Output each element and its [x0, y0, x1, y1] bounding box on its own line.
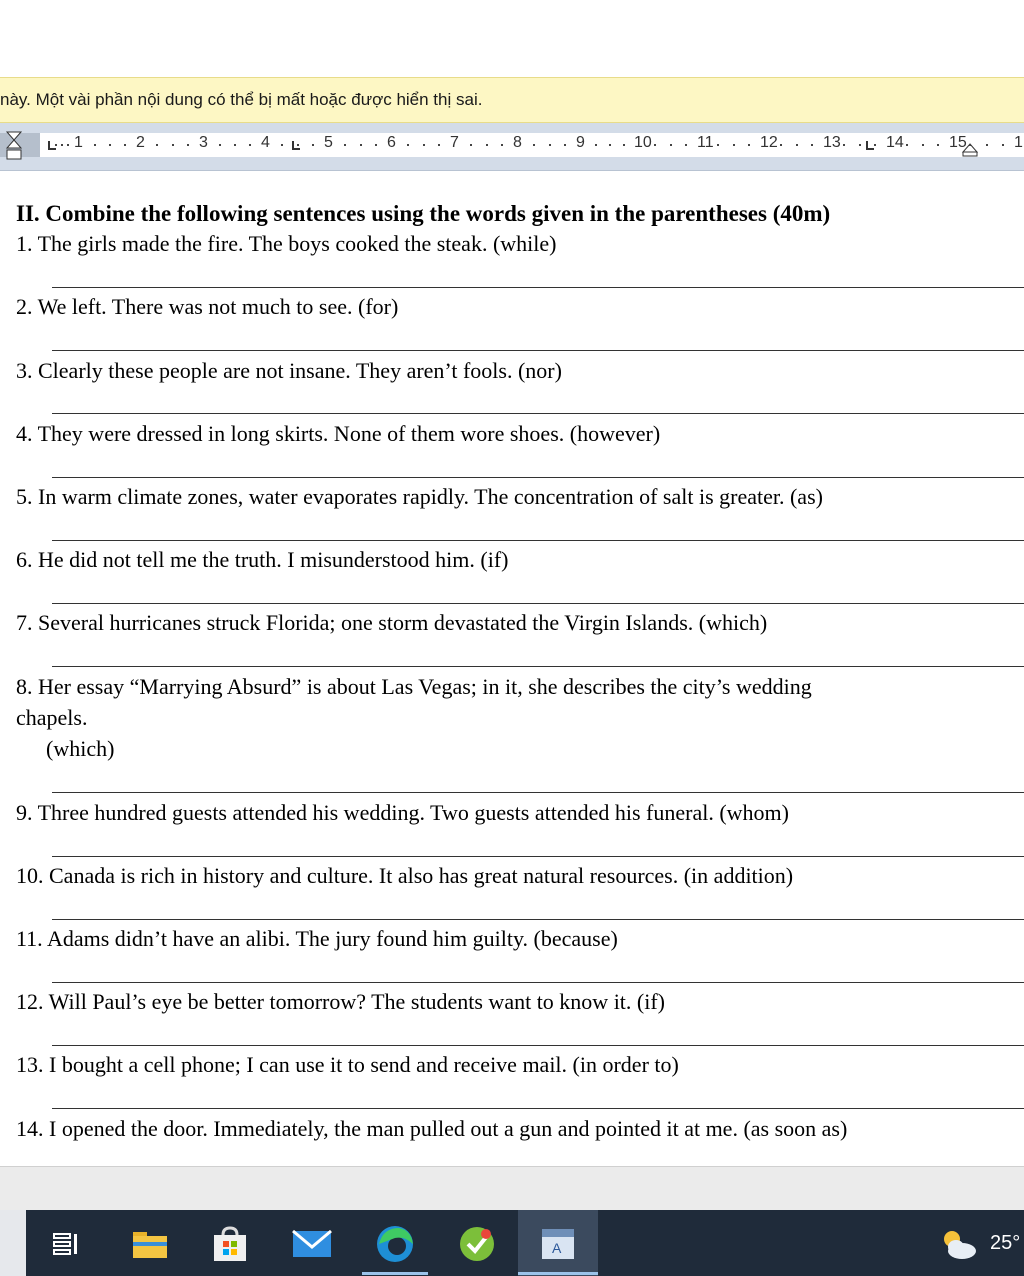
ruler-tick — [685, 144, 687, 146]
ruler-tick — [187, 144, 189, 146]
ruler-number: 11 — [697, 134, 714, 151]
ruler-tick — [623, 144, 625, 146]
ruler-tick — [219, 144, 221, 146]
ruler-number: 2 — [136, 134, 145, 151]
question-5: 5. In warm climate zones, water evaporates rapidly. The concentration of salt is greater. (as) — [16, 484, 823, 509]
question-8-hint: (which) — [46, 736, 115, 761]
ruler-tick — [609, 144, 611, 146]
answer-line[interactable] — [52, 792, 1024, 793]
ruler-tick — [438, 144, 440, 146]
ruler-tick — [172, 144, 174, 146]
answer-line[interactable] — [52, 1108, 1024, 1109]
ruler-tick — [654, 144, 656, 146]
svg-text:A: A — [552, 1240, 562, 1256]
ruler-tick — [843, 144, 845, 146]
word-running-indicator — [518, 1272, 598, 1275]
question-9: 9. Three hundred guests attended his wedding. Two guests attended his funeral. (whom) — [16, 800, 789, 825]
ruler-tick — [595, 144, 597, 146]
window-top-blank — [0, 0, 1024, 77]
ruler-tick — [811, 144, 813, 146]
horizontal-ruler[interactable] — [0, 123, 1024, 171]
question-13: 13. I bought a cell phone; I can use it to send and receive mail. (in order to) — [16, 1052, 679, 1077]
ruler-tick — [423, 144, 425, 146]
answer-line[interactable] — [52, 287, 1024, 288]
ruler-tick — [344, 144, 346, 146]
answer-line[interactable] — [52, 1045, 1024, 1046]
ruler-tick — [55, 144, 57, 146]
ruler-tick — [124, 144, 126, 146]
mail-icon[interactable] — [292, 1224, 332, 1264]
infobar-message: này. Một vài phần nội dung có thể bị mất hoặc được hiển thị sai. — [0, 90, 483, 109]
question-3: 3. Clearly these people are not insane. They aren’t fools. (nor) — [16, 358, 562, 383]
ruler-number: 1 — [74, 134, 83, 151]
ruler-tick — [407, 144, 409, 146]
ruler-tick — [249, 144, 251, 146]
question-12: 12. Will Paul’s eye be better tomorrow? The students want to know it. (if) — [16, 989, 666, 1014]
ruler-number: 7 — [450, 134, 459, 151]
ruler-tick — [533, 144, 535, 146]
answer-line[interactable] — [52, 919, 1024, 920]
answer-line[interactable] — [52, 350, 1024, 351]
question-14: 14. I opened the door. Immediately, the man pulled out a gun and pointed it at me. (as soon as) — [16, 1116, 848, 1141]
ruler-tick — [969, 144, 971, 146]
question-8: 8. Her essay “Marrying Absurd” is about Las Vegas; in it, she describes the city’s wedding — [16, 674, 812, 699]
ruler-tick — [780, 144, 782, 146]
answer-line[interactable] — [52, 603, 1024, 604]
ruler-number: 14 — [886, 134, 904, 151]
ruler-tick — [986, 144, 988, 146]
ruler-number: 12 — [760, 134, 778, 151]
ruler-number: 3 — [199, 134, 208, 151]
compatibility-infobar — [0, 77, 1024, 123]
ruler-number: 15 — [949, 134, 967, 151]
ruler-number: 13 — [823, 134, 841, 151]
ruler-tick — [937, 144, 939, 146]
search-box-edge[interactable] — [0, 1210, 26, 1276]
answer-line[interactable] — [52, 666, 1024, 667]
edge-running-indicator — [362, 1272, 428, 1275]
ruler-tick — [67, 144, 69, 146]
exercise-title: II. Combine the following sentences using the words given in the parentheses (40m) — [16, 201, 831, 226]
ruler-number: 1 — [1014, 134, 1023, 151]
answer-line[interactable] — [52, 477, 1024, 478]
ruler-tick — [922, 144, 924, 146]
ruler-tick — [733, 144, 735, 146]
ruler-tick — [297, 144, 299, 146]
indent-marker-icon[interactable] — [6, 131, 22, 161]
document-page[interactable] — [0, 171, 1024, 1166]
question-4: 4. They were dressed in long skirts. None of them wore shoes. (however) — [16, 421, 661, 446]
question-11: 11. Adams didn’t have an alibi. The jury found him guilty. (because) — [16, 926, 618, 951]
ruler-tick — [874, 144, 876, 146]
question-2: 2. We left. There was not much to see. (for) — [16, 294, 399, 319]
ruler-tick — [109, 144, 111, 146]
ruler-tick — [1002, 144, 1004, 146]
question-1: 1. The girls made the fire. The boys cooked the steak. (while) — [16, 231, 557, 256]
ruler-tick — [281, 144, 283, 146]
answer-line[interactable] — [52, 413, 1024, 414]
ruler-tick — [717, 144, 719, 146]
ruler-tick — [564, 144, 566, 146]
ruler-number: 8 — [513, 134, 522, 151]
ruler-tick — [549, 144, 551, 146]
answer-line[interactable] — [52, 982, 1024, 983]
question-6: 6. He did not tell me the truth. I misunderstood him. (if) — [16, 547, 509, 572]
question-8-continued: chapels. — [16, 705, 88, 730]
ruler-tick — [94, 144, 96, 146]
ruler-tick — [360, 144, 362, 146]
weather-temperature: 25° — [990, 1232, 1021, 1254]
ruler-number: 9 — [576, 134, 585, 151]
question-10: 10. Canada is rich in history and culture. It also has great natural resources. (in addition) — [16, 863, 794, 888]
tab-stop-marker[interactable] — [866, 141, 874, 150]
status-area — [0, 1166, 1024, 1211]
ruler-number: 5 — [324, 134, 333, 151]
ruler-tick — [486, 144, 488, 146]
ruler-tick — [796, 144, 798, 146]
question-7: 7. Several hurricanes struck Florida; one storm devastated the Virgin Islands. (which) — [16, 610, 768, 635]
ruler-tick — [234, 144, 236, 146]
weather-icon[interactable] — [938, 1224, 978, 1264]
ruler-number: 6 — [387, 134, 396, 151]
ruler-tick — [61, 144, 63, 146]
ruler-tick — [156, 144, 158, 146]
greenshot-icon[interactable] — [457, 1224, 497, 1264]
ruler-tick — [670, 144, 672, 146]
ruler-tick — [748, 144, 750, 146]
store-icon[interactable] — [210, 1224, 250, 1264]
ruler-number: 10 — [634, 134, 652, 151]
ruler-tick — [501, 144, 503, 146]
ruler-tick — [859, 144, 861, 146]
taskbar — [0, 1210, 1024, 1276]
answer-line[interactable] — [52, 856, 1024, 857]
word-icon[interactable] — [538, 1224, 578, 1264]
ruler-tick — [375, 144, 377, 146]
ruler-tick — [470, 144, 472, 146]
ruler-tick — [906, 144, 908, 146]
file-explorer-icon[interactable] — [130, 1224, 170, 1264]
edge-icon[interactable] — [375, 1224, 415, 1264]
ruler-tick — [312, 144, 314, 146]
ruler-number: 4 — [261, 134, 270, 151]
answer-line[interactable] — [52, 540, 1024, 541]
task-view-icon[interactable] — [46, 1224, 86, 1264]
